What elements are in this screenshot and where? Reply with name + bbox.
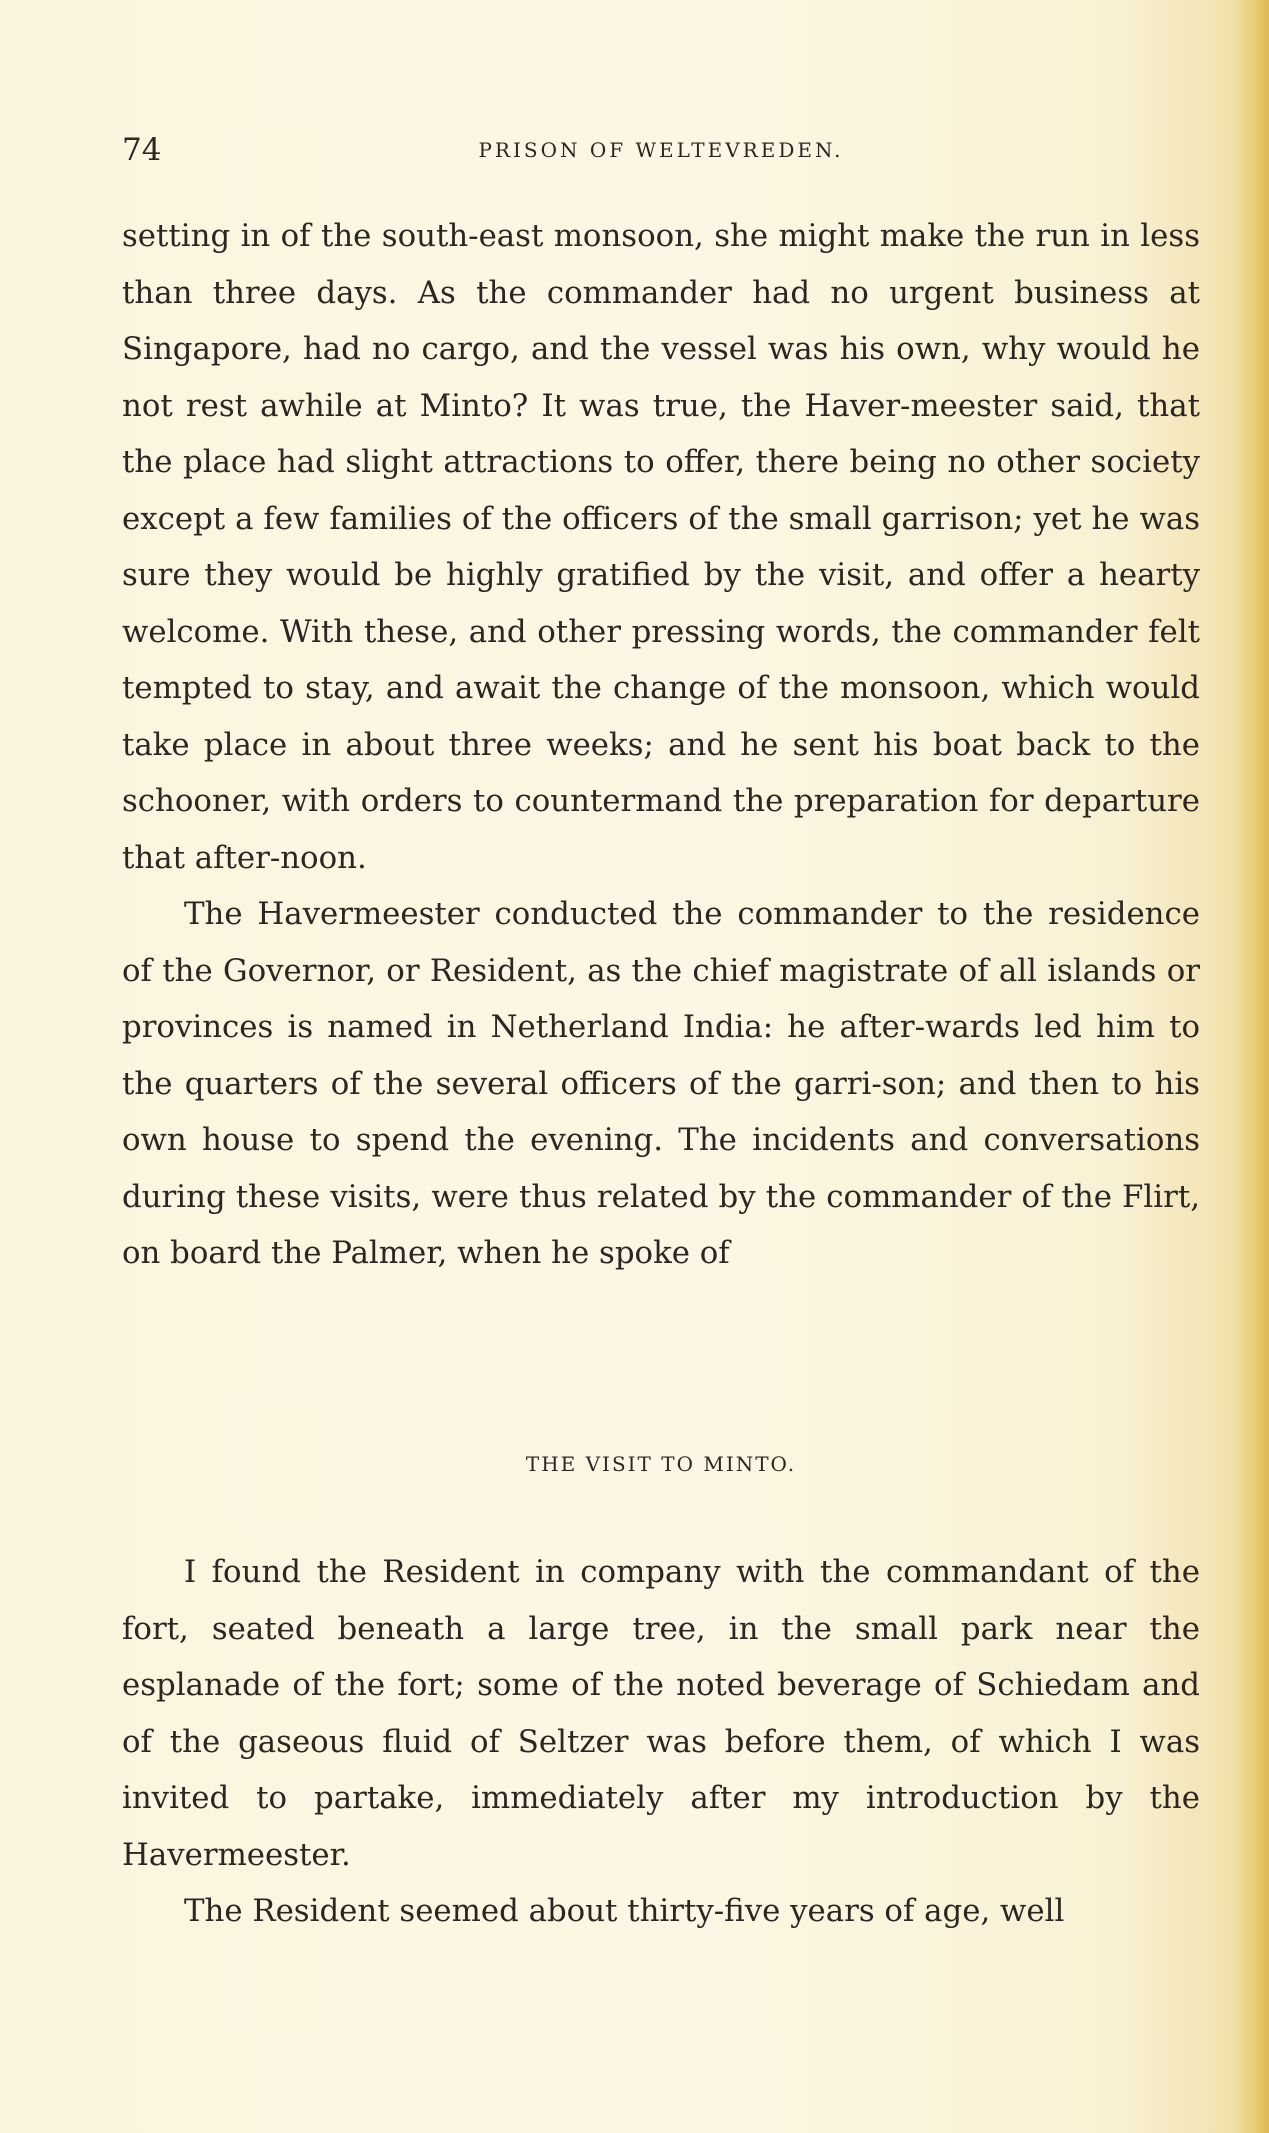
paragraph-continued: setting in of the south-east monsoon, she might make the run in less than three days. As the commander had no urgent business at Singapore, had no cargo, and the vessel was his own, why would he not rest awhile at Minto? It was true, the Haver-meester said, that the place had slight attractions to offer, there being no other society except a few families of the officers of the small garrison; yet he was sure they would be highly gratified by the visit, and offer a hearty welcome. With these, and other pressing words, the commander felt tempted to stay, and await the change of the monsoon, which would take place in about three weeks; and he sent his boat back to the schooner, with orders to countermand the preparation for departure that after-noon. xyxy=(122,218,1200,876)
paragraph: I found the Resident in company with the commandant of the fort, seated beneath a large tree, in the small park near the esplanade of the fort; some of the noted beverage of Schiedam and of the gaseous fluid of Seltzer was before them, of which I was invited to partake, immediately after my introduction by the Havermeester. xyxy=(122,1554,1200,1873)
page-header xyxy=(122,125,1200,175)
body-text-after-title xyxy=(122,1544,1200,1940)
paragraph: The Resident seemed about thirty-five years of age, well xyxy=(184,1893,1065,1929)
page-edge-shadow xyxy=(1235,0,1269,2133)
paragraph: The Havermeester conducted the commander to the residence of the Governor, or Resident, as the chief magistrate of all islands or provinces is named in Netherland India: he after-wards led him to the quarters of the several officers of the garri-son; and then to his own house to spend the evening. The incidents and conversations during these visits, were thus related by the commander of the Flirt, on board the Palmer, when he spoke of xyxy=(122,896,1200,1271)
running-head: PRISON OF WELTEVREDEN. xyxy=(478,138,844,162)
body-text xyxy=(122,208,1200,1282)
section-title: THE VISIT TO MINTO. xyxy=(525,1452,797,1476)
page-number: 74 xyxy=(122,132,162,168)
